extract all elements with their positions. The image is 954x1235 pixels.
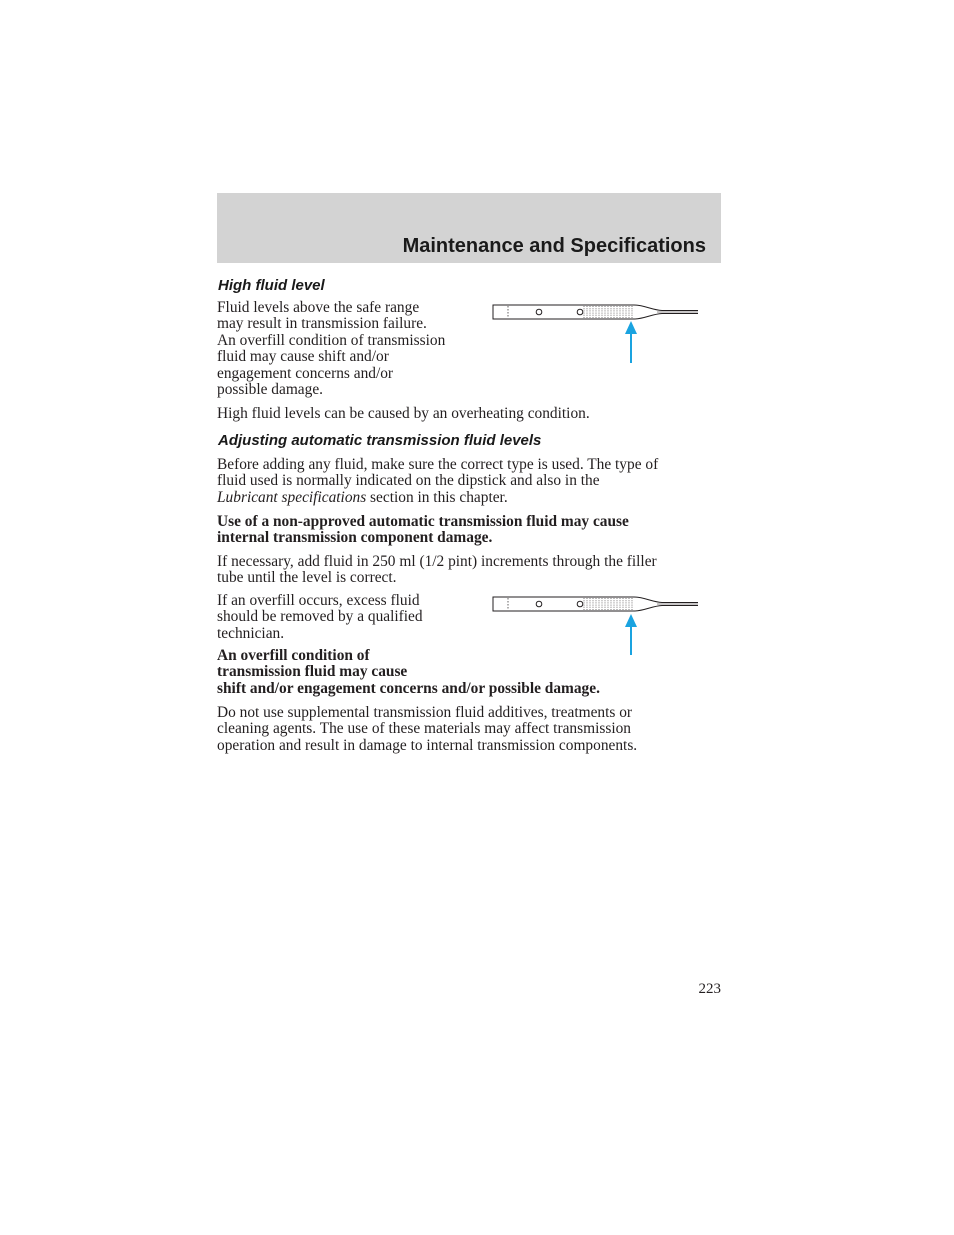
text-line: operation and result in damage to internal transmission components.: [217, 736, 638, 754]
text-line: should be removed by a qualified: [217, 608, 423, 626]
text-line: Use of a non-approved automatic transmission fluid may cause: [217, 513, 629, 530]
text-line: If necessary, add fluid in 250 ml (1/2 pint) increments through the filler: [217, 553, 657, 570]
text-line: Fluid levels above the safe range: [217, 299, 420, 316]
high-fluid-cause: [217, 406, 590, 422]
text-line: engagement concerns and/or: [217, 364, 394, 382]
text-line: [217, 490, 658, 506]
fluid-level-arrow-icon: [625, 321, 637, 363]
text-line: High fluid levels can be caused by an overheating condition.: [217, 405, 590, 422]
text-line: possible damage.: [217, 381, 323, 399]
overfill-paragraph: [217, 593, 423, 642]
adjusting-heading: Adjusting automatic transmission fluid levels: [218, 432, 542, 449]
text-line: fluid may cause shift and/or: [217, 348, 389, 366]
page-number: 223: [698, 981, 721, 997]
adjusting-intro: [217, 457, 658, 506]
high-fluid-heading: High fluid level: [218, 277, 325, 294]
text-line: shift and/or engagement concerns and/or possible damage.: [217, 679, 600, 697]
additives-paragraph: [217, 705, 637, 754]
dipstick-high-level-illustration: [492, 297, 700, 363]
text-line: internal transmission component damage.: [217, 529, 493, 547]
add-fluid-paragraph: [217, 554, 657, 587]
section-title: Maintenance and Specifications: [402, 235, 706, 257]
text-line: If an overfill occurs, excess fluid: [217, 592, 420, 609]
text-fragment: section in this chapter.: [366, 488, 508, 506]
text-line: fluid used is normally indicated on the dipstick and also in the: [217, 472, 600, 490]
dipstick-overfill-illustration: [492, 589, 700, 655]
text-line: may result in transmission failure.: [217, 315, 427, 333]
fluid-level-arrow-icon: [625, 614, 637, 655]
dipstick-icon: [493, 597, 698, 611]
high-fluid-paragraph: [217, 300, 445, 398]
text-line: cleaning agents. The use of these materials may affect transmission: [217, 720, 631, 738]
lubricant-specifications-reference: Lubricant specifications: [217, 488, 367, 506]
fluid-type-warning: [217, 514, 629, 547]
section-header-band: [217, 193, 721, 263]
text-line: transmission fluid may cause: [217, 663, 408, 681]
overfill-warning: [217, 648, 600, 697]
text-line: Do not use supplemental transmission fluid additives, treatments or: [217, 704, 633, 721]
text-line: Before adding any fluid, make sure the correct type is used. The type of: [217, 456, 659, 473]
text-line: An overfill condition of: [217, 647, 370, 664]
text-line: technician.: [217, 624, 285, 642]
text-line: tube until the level is correct.: [217, 569, 397, 587]
text-line: An overfill condition of transmission: [217, 331, 446, 349]
dipstick-icon: [493, 305, 698, 319]
